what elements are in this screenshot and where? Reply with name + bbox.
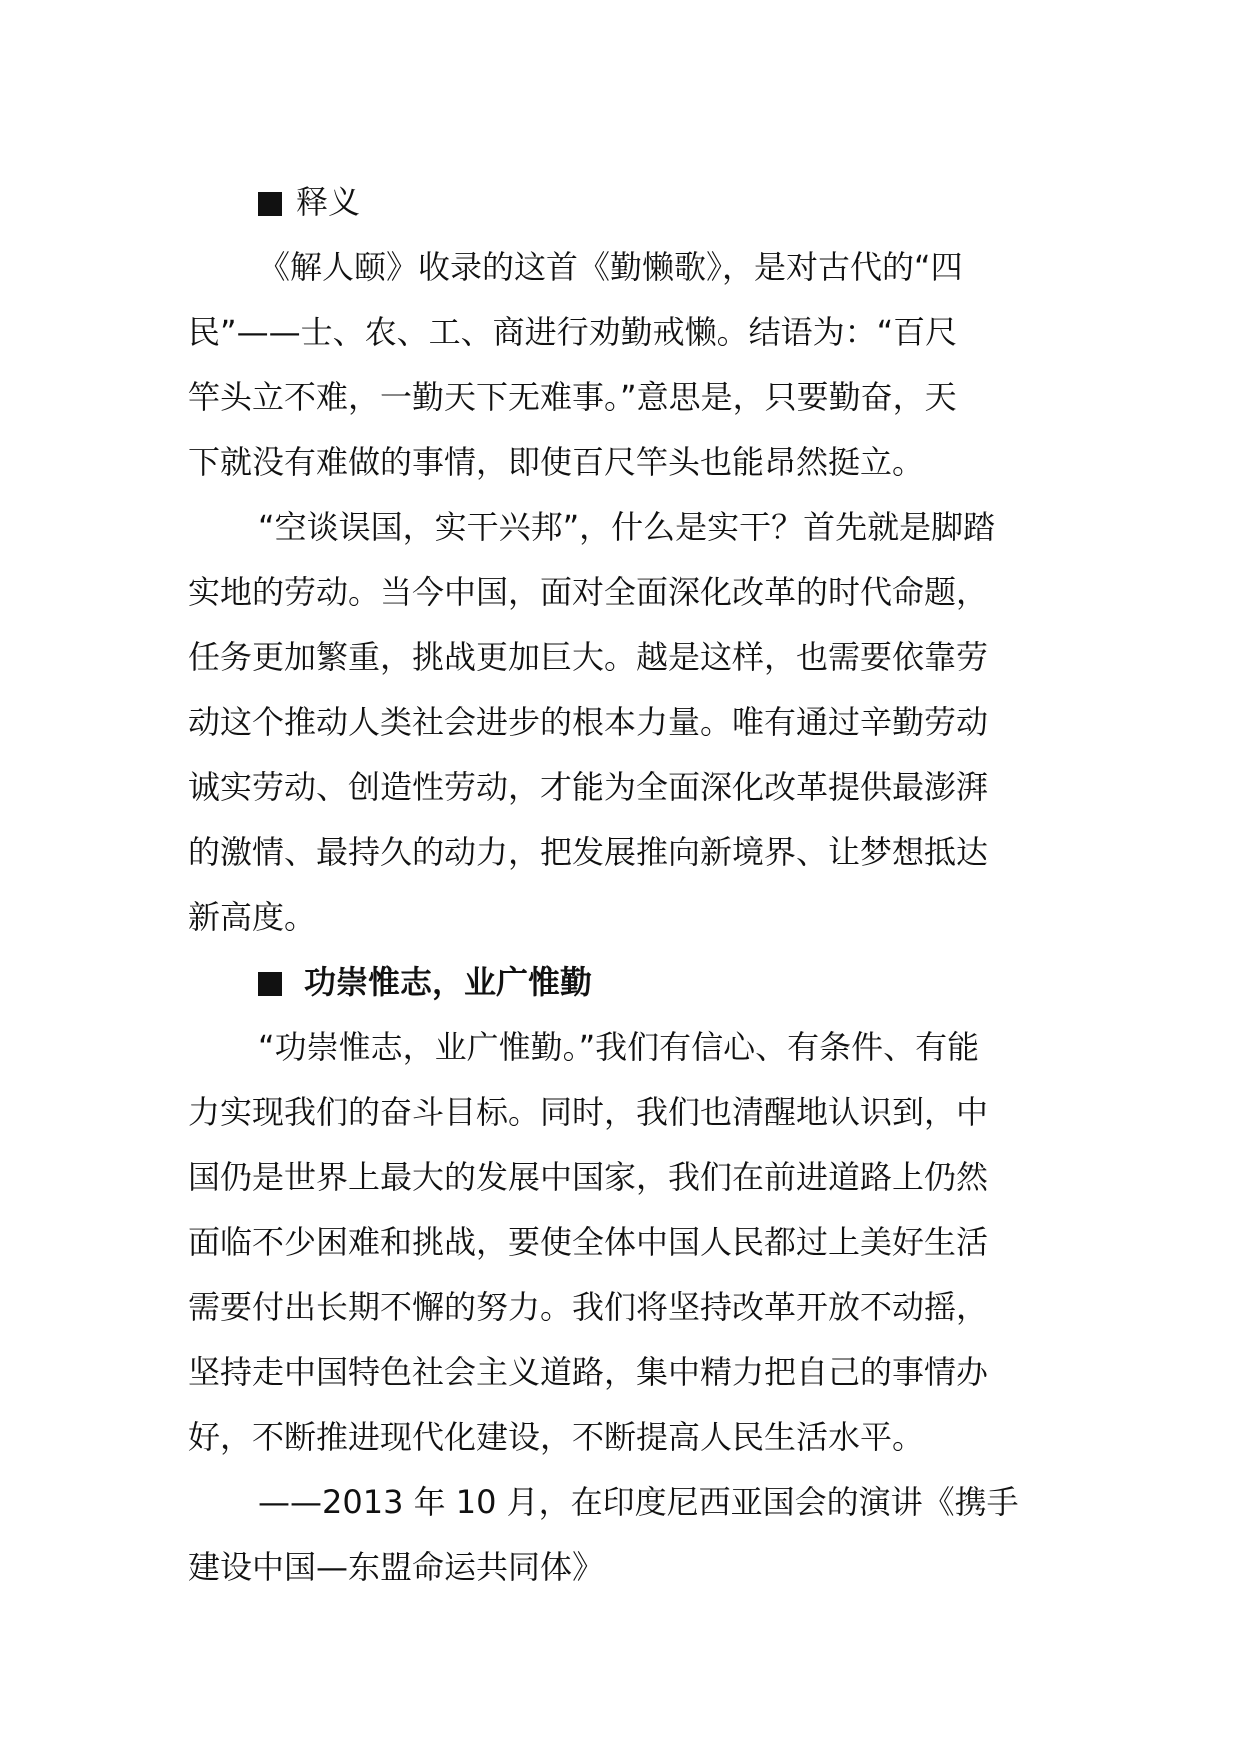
text-column: [188, 170, 1058, 1600]
paragraph-line: 实地的劳动。当今中国，面对全面深化改革的时代命题，: [188, 573, 989, 611]
paragraph-line: 新高度。: [188, 898, 317, 936]
paragraph-line: 面临不少困难和挑战，要使全体中国人民都过上美好生活: [188, 1223, 989, 1261]
paragraph-line: 《解人颐》收录的这首《勤懒歌》，是对古代的“四: [258, 248, 963, 286]
paragraph-line: 任务更加繁重，挑战更加巨大。越是这样，也需要依靠劳: [188, 638, 989, 676]
paragraph-line: “空谈误国，实干兴邦”，什么是实干？首先就是脚踏: [258, 508, 996, 546]
paragraph-line: 好，不断推进现代化建设，不断提高人民生活水平。: [188, 1418, 925, 1456]
paragraph-line: 诚实劳动、创造性劳动，才能为全面深化改革提供最澎湃: [188, 768, 989, 806]
paragraph-line: 需要付出长期不懈的努力。我们将坚持改革开放不动摇，: [188, 1288, 989, 1326]
paragraph-line: 力实现我们的奋斗目标。同时，我们也清醒地认识到，中: [188, 1093, 989, 1131]
paragraph-line: 动这个推动人类社会进步的根本力量。唯有通过辛勤劳动: [188, 703, 989, 741]
paragraph-line: 民”——士、农、工、商进行劝勤戒懒。结语为：“百尺: [188, 313, 958, 351]
paragraph-line: “功崇惟志，业广惟勤。”我们有信心、有条件、有能: [258, 1028, 980, 1066]
paragraph-line: 下就没有难做的事情，即使百尺竿头也能昂然挺立。: [188, 443, 925, 481]
paragraph-line: 坚持走中国特色社会主义道路，集中精力把自己的事情办: [188, 1353, 989, 1391]
section-heading-explanation: [188, 170, 1058, 235]
paragraph-line: 竿头立不难，一勤天下无难事。”意思是，只要勤奋，天: [188, 378, 957, 416]
black-square-icon: [258, 192, 282, 216]
black-square-icon: [258, 972, 282, 996]
paragraph-line: 国仍是世界上最大的发展中国家，我们在前进道路上仍然: [188, 1158, 989, 1196]
source-citation-line: 建设中国—东盟命运共同体》: [188, 1548, 605, 1586]
heading-text: 释义: [296, 183, 361, 221]
section-heading-diligence: [188, 950, 1058, 1015]
heading-text: 功崇惟志，业广惟勤: [304, 963, 593, 1001]
source-citation-line: ——2013 年 10 月，在印度尼西亚国会的演讲《携手: [258, 1483, 1019, 1521]
paragraph-line: 的激情、最持久的动力，把发展推向新境界、让梦想抵达: [188, 833, 989, 871]
